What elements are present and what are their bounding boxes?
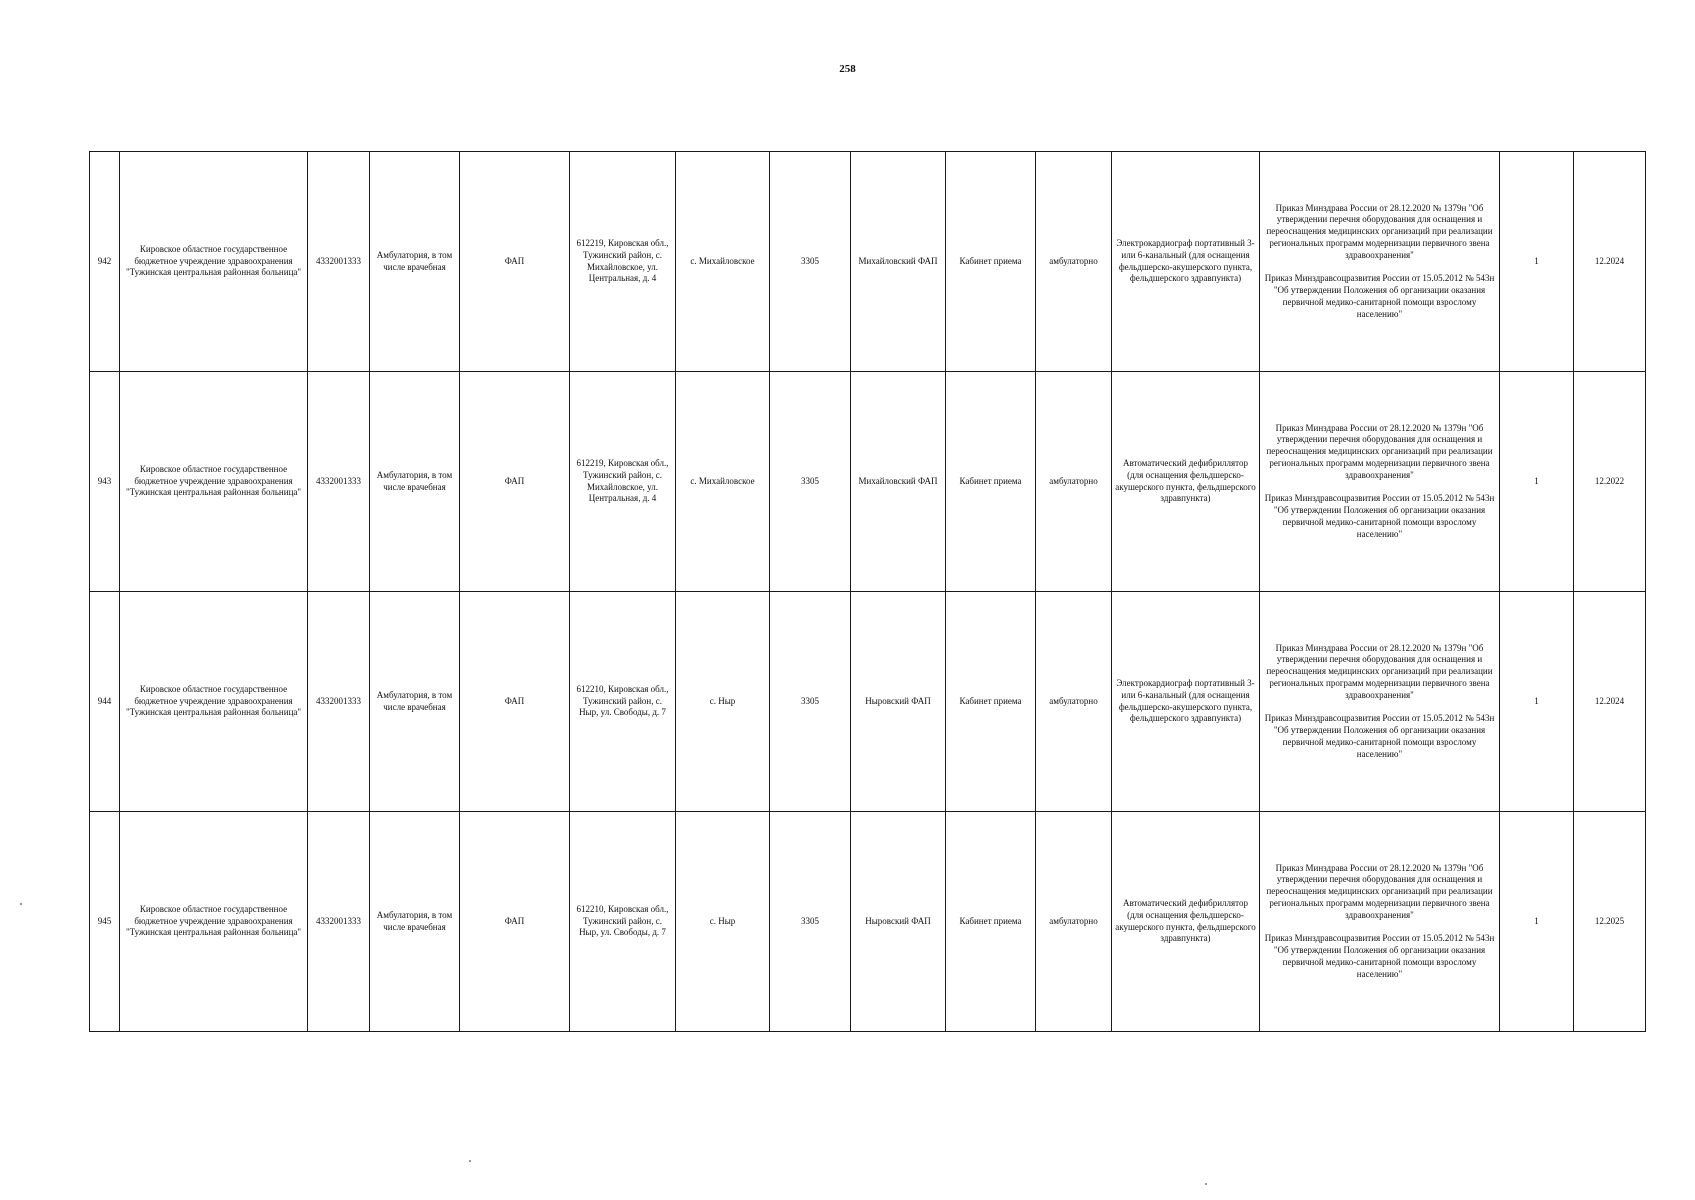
inn-cell: 4332001333 bbox=[308, 372, 370, 592]
facility-type-cell: Амбулатория, в том числе врачебная bbox=[370, 592, 460, 812]
facility-type-cell: Амбулатория, в том числе врачебная bbox=[370, 812, 460, 1032]
organization-cell: Кировское областное государственное бюджетное учреждение здравоохранения "Тужинская центральная районная больница" bbox=[120, 372, 308, 592]
organization-cell: Кировское областное государственное бюджетное учреждение здравоохранения "Тужинская центральная районная больница" bbox=[120, 592, 308, 812]
facility-type-cell: Амбулатория, в том числе врачебная bbox=[370, 372, 460, 592]
equipment-table bbox=[89, 151, 1646, 1032]
order-text-1: Приказ Минздрава России от 28.12.2020 № 1379н "Об утверждении перечня оборудования для оснащения и переоснащения медицинских организаций при реализации региональных программ модернизации первичного звена здравоохранения" bbox=[1266, 642, 1493, 701]
order-text-2: Приказ Минздравсоцразвития России от 15.05.2012 № 543н "Об утверждении Положения об организации оказания первичной медико-санитарной помощи взрослому населению" bbox=[1264, 272, 1495, 319]
care-form-cell: амбулаторно bbox=[1036, 812, 1112, 1032]
code-cell: 3305 bbox=[770, 152, 851, 372]
order-text-1: Приказ Минздрава России от 28.12.2020 № 1379н "Об утверждении перечня оборудования для оснащения и переоснащения медицинских организаций при реализации региональных программ модернизации первичного звена здравоохранения" bbox=[1266, 422, 1493, 481]
row-number-cell: 945 bbox=[90, 812, 120, 1032]
scan-speck bbox=[1205, 1183, 1207, 1185]
unit-name-cell: Ныровский ФАП bbox=[851, 592, 946, 812]
care-form-cell: амбулаторно bbox=[1036, 372, 1112, 592]
order-text-1: Приказ Минздрава России от 28.12.2020 № 1379н "Об утверждении перечня оборудования для оснащения и переоснащения медицинских организаций при реализации региональных программ модернизации первичного звена здравоохранения" bbox=[1266, 862, 1493, 921]
scan-speck bbox=[469, 1160, 471, 1162]
room-cell: Кабинет приема bbox=[946, 372, 1036, 592]
order-text-1: Приказ Минздрава России от 28.12.2020 № 1379н "Об утверждении перечня оборудования для оснащения и переоснащения медицинских организаций при реализации региональных программ модернизации первичного звена здравоохранения" bbox=[1266, 202, 1493, 261]
locality-cell: с. Ныр bbox=[676, 812, 770, 1032]
facility-type-cell: Амбулатория, в том числе врачебная bbox=[370, 152, 460, 372]
order-text-2: Приказ Минздравсоцразвития России от 15.05.2012 № 543н "Об утверждении Положения об организации оказания первичной медико-санитарной помощи взрослому населению" bbox=[1264, 492, 1495, 539]
inn-cell: 4332001333 bbox=[308, 152, 370, 372]
unit-type-cell: ФАП bbox=[460, 372, 570, 592]
quantity-cell: 1 bbox=[1500, 812, 1574, 1032]
order-cell bbox=[1260, 372, 1500, 592]
address-cell: 612219, Кировская обл., Тужинский район, с. Михайловское, ул. Центральная, д. 4 bbox=[570, 152, 676, 372]
equipment-cell: Электрокардиограф портативный 3- или 6-канальный (для оснащения фельдшерско-акушерского пункта, фельдшерского здравпункта) bbox=[1112, 152, 1260, 372]
room-cell: Кабинет приема bbox=[946, 812, 1036, 1032]
inn-cell: 4332001333 bbox=[308, 592, 370, 812]
equipment-cell: Автоматический дефибриллятор (для оснащения фельдшерско-акушерского пункта, фельдшерского здравпункта) bbox=[1112, 372, 1260, 592]
room-cell: Кабинет приема bbox=[946, 592, 1036, 812]
order-cell bbox=[1260, 152, 1500, 372]
care-form-cell: амбулаторно bbox=[1036, 592, 1112, 812]
unit-name-cell: Михайловский ФАП bbox=[851, 152, 946, 372]
order-cell bbox=[1260, 592, 1500, 812]
table-row bbox=[90, 592, 1646, 812]
table-row bbox=[90, 812, 1646, 1032]
equipment-cell: Электрокардиограф портативный 3- или 6-канальный (для оснащения фельдшерско-акушерского пункта, фельдшерского здравпункта) bbox=[1112, 592, 1260, 812]
row-number-cell: 943 bbox=[90, 372, 120, 592]
table-row bbox=[90, 152, 1646, 372]
unit-name-cell: Ныровский ФАП bbox=[851, 812, 946, 1032]
quantity-cell: 1 bbox=[1500, 372, 1574, 592]
order-cell bbox=[1260, 812, 1500, 1032]
address-cell: 612210, Кировская обл., Тужинский район, с. Ныр, ул. Свободы, д. 7 bbox=[570, 812, 676, 1032]
address-cell: 612210, Кировская обл., Тужинский район, с. Ныр, ул. Свободы, д. 7 bbox=[570, 592, 676, 812]
unit-type-cell: ФАП bbox=[460, 592, 570, 812]
order-text-2: Приказ Минздравсоцразвития России от 15.05.2012 № 543н "Об утверждении Положения об организации оказания первичной медико-санитарной помощи взрослому населению" bbox=[1264, 932, 1495, 979]
date-cell: 12.2024 bbox=[1574, 152, 1646, 372]
unit-name-cell: Михайловский ФАП bbox=[851, 372, 946, 592]
unit-type-cell: ФАП bbox=[460, 812, 570, 1032]
code-cell: 3305 bbox=[770, 812, 851, 1032]
scan-speck bbox=[20, 903, 22, 905]
date-cell: 12.2024 bbox=[1574, 592, 1646, 812]
row-number-cell: 942 bbox=[90, 152, 120, 372]
row-number-cell: 944 bbox=[90, 592, 120, 812]
date-cell: 12.2022 bbox=[1574, 372, 1646, 592]
locality-cell: с. Ныр bbox=[676, 592, 770, 812]
order-text-2: Приказ Минздравсоцразвития России от 15.05.2012 № 543н "Об утверждении Положения об организации оказания первичной медико-санитарной помощи взрослому населению" bbox=[1264, 712, 1495, 759]
room-cell: Кабинет приема bbox=[946, 152, 1036, 372]
date-cell: 12.2025 bbox=[1574, 812, 1646, 1032]
care-form-cell: амбулаторно bbox=[1036, 152, 1112, 372]
address-cell: 612219, Кировская обл., Тужинский район, с. Михайловское, ул. Центральная, д. 4 bbox=[570, 372, 676, 592]
quantity-cell: 1 bbox=[1500, 592, 1574, 812]
table-row bbox=[90, 372, 1646, 592]
code-cell: 3305 bbox=[770, 592, 851, 812]
organization-cell: Кировское областное государственное бюджетное учреждение здравоохранения "Тужинская центральная районная больница" bbox=[120, 812, 308, 1032]
locality-cell: с. Михайловское bbox=[676, 372, 770, 592]
locality-cell: с. Михайловское bbox=[676, 152, 770, 372]
unit-type-cell: ФАП bbox=[460, 152, 570, 372]
page-number: 258 bbox=[839, 63, 856, 75]
quantity-cell: 1 bbox=[1500, 152, 1574, 372]
inn-cell: 4332001333 bbox=[308, 812, 370, 1032]
organization-cell: Кировское областное государственное бюджетное учреждение здравоохранения "Тужинская центральная районная больница" bbox=[120, 152, 308, 372]
code-cell: 3305 bbox=[770, 372, 851, 592]
equipment-cell: Автоматический дефибриллятор (для оснащения фельдшерско-акушерского пункта, фельдшерского здравпункта) bbox=[1112, 812, 1260, 1032]
